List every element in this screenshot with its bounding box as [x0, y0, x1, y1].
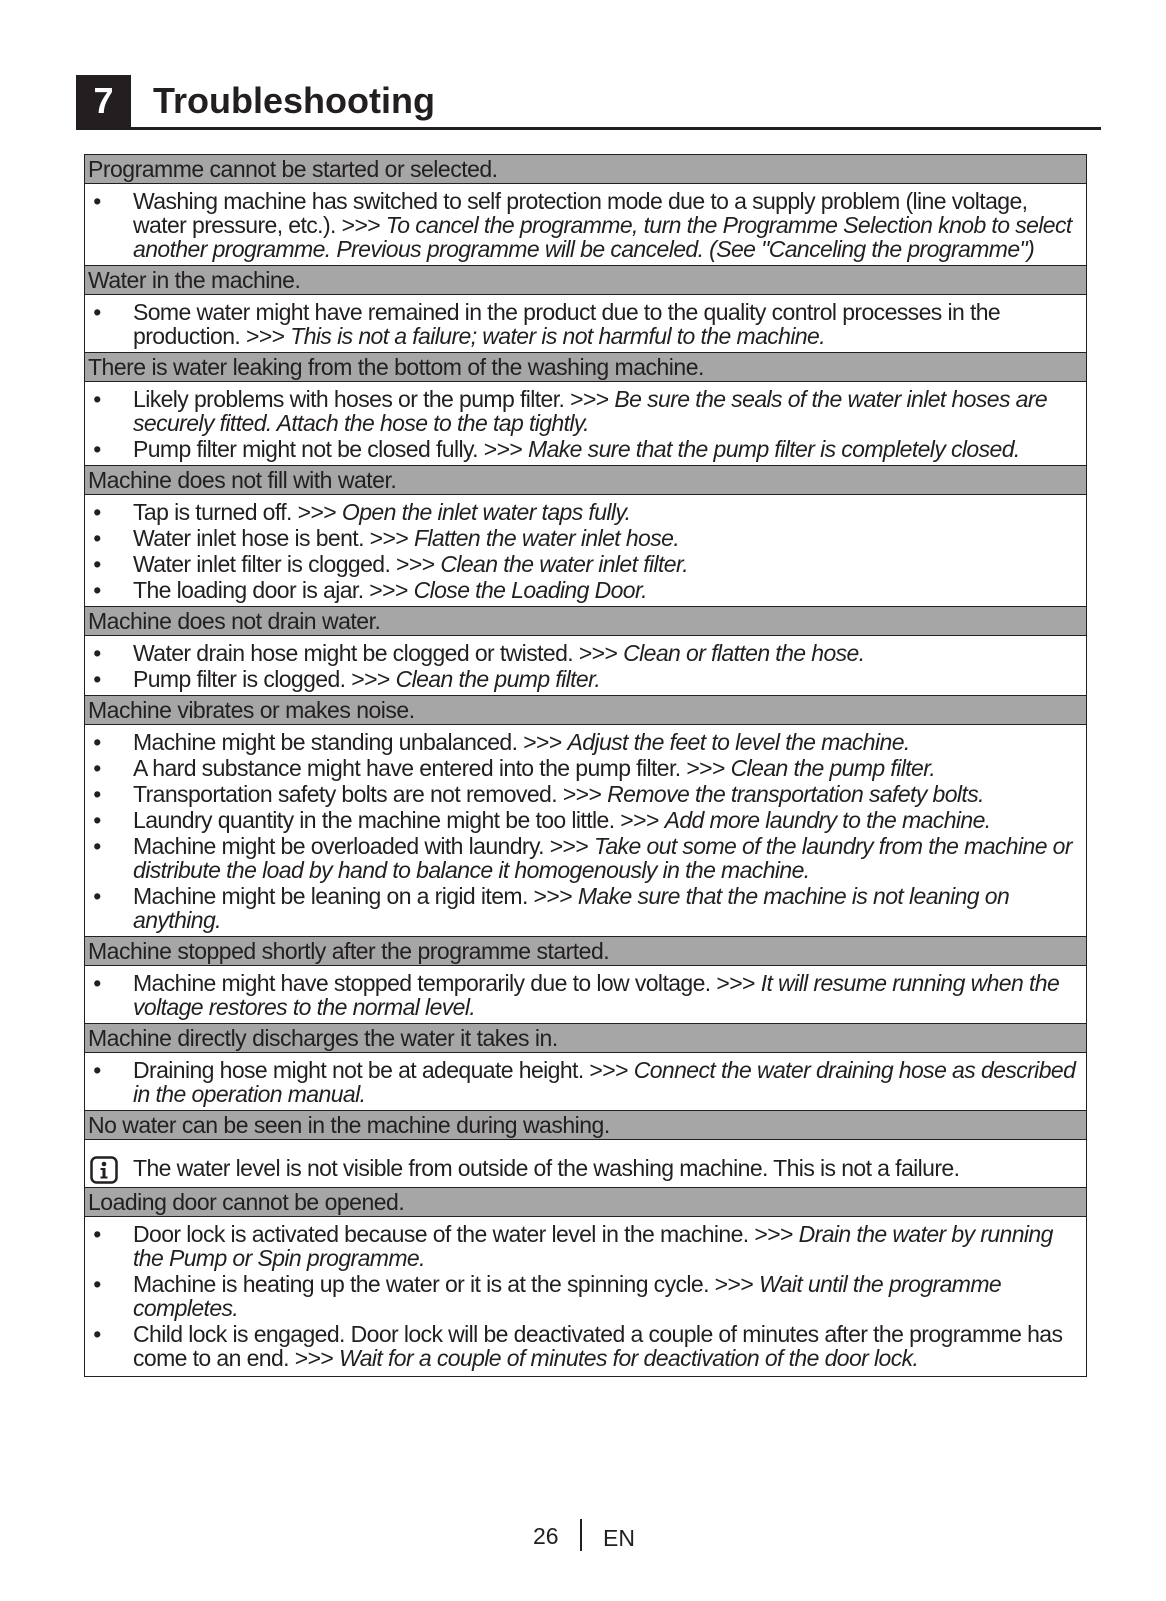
problem-heading: Machine does not fill with water. — [85, 466, 1086, 495]
cause-text: Laundry quantity in the machine might be too little. >>> — [133, 807, 659, 833]
bullet-icon: • — [93, 970, 101, 996]
problem-heading: Water in the machine. — [85, 266, 1086, 295]
cause-text: Transportation safety bolts are not removed. >>> — [133, 781, 602, 807]
problem-heading: No water can be seen in the machine during washing. — [85, 1111, 1086, 1140]
remedy-text: Make sure that the machine is not leaning on anything. — [133, 883, 1010, 933]
bullet-icon: • — [93, 436, 101, 462]
troubleshooting-table — [84, 154, 1087, 1377]
cause-text: Machine is heating up the water or it is at the spinning cycle. >>> — [133, 1271, 754, 1297]
problem-heading: Programme cannot be started or selected. — [85, 155, 1086, 184]
bullet-icon: • — [93, 755, 101, 781]
remedy-text: Open the inlet water taps fully. — [341, 499, 631, 525]
problem-heading: Machine stopped shortly after the programme started. — [85, 937, 1086, 966]
cause-text: Machine might be leaning on a rigid item. >>> — [133, 883, 573, 909]
problem-heading: There is water leaking from the bottom of the washing machine. — [85, 353, 1086, 382]
remedy-text: It will resume running when the voltage restores to the normal level. — [133, 970, 1060, 1020]
solution-item — [85, 884, 1086, 932]
bullet-icon: • — [93, 299, 101, 325]
solution-item — [85, 437, 1086, 461]
remedy-text: Flatten the water inlet hose. — [413, 525, 680, 551]
cause-text: Likely problems with hoses or the pump filter. >>> — [133, 386, 609, 412]
remedy-text: Take out some of the laundry from the machine or distribute the load by hand to balance it homogenously in the machine. — [133, 833, 1072, 883]
remedy-text: Wait for a couple of minutes for deactivation of the door lock. — [339, 1345, 919, 1371]
cause-text: Machine might be overloaded with laundry. >>> — [133, 833, 589, 859]
solution-list — [85, 966, 1086, 1024]
remedy-text: Make sure that the pump filter is completely closed. — [528, 436, 1020, 462]
bullet-icon: • — [93, 499, 101, 525]
cause-text: Child lock is engaged. Door lock will be deactivated a couple of minutes after the programme has come to an end. >>> — [133, 1321, 1063, 1371]
remedy-text: Close the Loading Door. — [413, 577, 647, 603]
cause-text: Pump filter might not be closed fully. >>> — [133, 436, 523, 462]
solution-list — [85, 1053, 1086, 1111]
bullet-icon: • — [93, 577, 101, 603]
remedy-text: To cancel the programme, turn the Programme Selection knob to select another programme. Previous programme will be canceled. (See "Canceling the programme") — [133, 212, 1072, 262]
solution-list — [85, 725, 1086, 937]
remedy-text: Clean the pump filter. — [730, 755, 936, 781]
cause-text: The loading door is ajar. >>> — [133, 577, 408, 603]
problem-heading: Machine vibrates or makes noise. — [85, 696, 1086, 725]
bullet-icon: • — [93, 1221, 101, 1247]
cause-text: Machine might have stopped temporarily due to low voltage. >>> — [133, 970, 755, 996]
solution-item — [85, 808, 1086, 832]
bullet-icon: • — [93, 807, 101, 833]
problem-heading: Machine does not drain water. — [85, 607, 1086, 636]
bullet-icon: • — [93, 833, 101, 859]
solution-item — [85, 641, 1086, 665]
bullet-icon: • — [93, 551, 101, 577]
solution-item — [85, 782, 1086, 806]
info-icon — [90, 1156, 118, 1184]
solution-item — [85, 526, 1086, 550]
solution-item — [85, 834, 1086, 882]
remedy-text: Clean the pump filter. — [395, 666, 601, 692]
page-number: 26 — [533, 1523, 559, 1549]
solution-item — [85, 552, 1086, 576]
remedy-text: Adjust the feet to level the machine. — [567, 729, 910, 755]
cause-text: Draining hose might not be at adequate height. >>> — [133, 1057, 628, 1083]
remedy-text: Drain the water by running the Pump or Spin programme. — [133, 1221, 1053, 1271]
solution-item — [85, 1222, 1086, 1270]
solution-item — [85, 500, 1086, 524]
remedy-text: This is not a failure; water is not harmful to the machine. — [290, 323, 826, 349]
bullet-icon: • — [93, 781, 101, 807]
bullet-icon: • — [93, 666, 101, 692]
chapter-title: Troubleshooting — [153, 80, 435, 121]
solution-list — [85, 495, 1086, 607]
solution-list — [85, 382, 1086, 466]
solution-item — [85, 189, 1086, 261]
cause-text: Pump filter is clogged. >>> — [133, 666, 390, 692]
footer-divider — [580, 1519, 582, 1551]
info-note — [85, 1143, 1086, 1183]
remedy-text: Add more laundry to the machine. — [664, 807, 991, 833]
cause-text: Door lock is activated because of the water level in the machine. >>> — [133, 1221, 793, 1247]
bullet-icon: • — [93, 188, 101, 214]
chapter-number: 7 — [76, 75, 131, 127]
bullet-icon: • — [93, 1057, 101, 1083]
solution-item — [85, 1058, 1086, 1106]
solution-item — [85, 387, 1086, 435]
note-text: The water level is not visible from outside of the washing machine. This is not a failure. — [133, 1155, 960, 1181]
solution-item — [85, 971, 1086, 1019]
cause-text: Washing machine has switched to self protection mode due to a supply problem (line voltage, water pressure, etc.). >>> — [133, 188, 1028, 238]
solution-item — [85, 1272, 1086, 1320]
chapter-header — [76, 75, 1101, 130]
problem-heading: Loading door cannot be opened. — [85, 1188, 1086, 1217]
bullet-icon: • — [93, 1271, 101, 1297]
cause-text: Machine might be standing unbalanced. >>> — [133, 729, 562, 755]
remedy-text: Connect the water draining hose as described in the operation manual. — [133, 1057, 1076, 1107]
language-code: EN — [603, 1525, 635, 1551]
bullet-icon: • — [93, 883, 101, 909]
solution-list — [85, 636, 1086, 696]
solution-list — [85, 1217, 1086, 1376]
cause-text: Water drain hose might be clogged or twisted. >>> — [133, 640, 618, 666]
solution-list — [85, 295, 1086, 353]
cause-text: Water inlet filter is clogged. >>> — [133, 551, 435, 577]
cause-text: Some water might have remained in the product due to the quality control processes in the production. >>> — [133, 299, 1001, 349]
solution-list — [85, 184, 1086, 266]
bullet-icon: • — [93, 1321, 101, 1347]
bullet-icon: • — [93, 640, 101, 666]
remedy-text: Clean or flatten the hose. — [623, 640, 865, 666]
remedy-text: Clean the water inlet filter. — [440, 551, 688, 577]
bullet-icon: • — [93, 525, 101, 551]
cause-text: A hard substance might have entered into the pump filter. >>> — [133, 755, 725, 781]
remedy-text: Wait until the programme completes. — [133, 1271, 1002, 1321]
solution-item — [85, 578, 1086, 602]
cause-text: Water inlet hose is bent. >>> — [133, 525, 409, 551]
bullet-icon: • — [93, 386, 101, 412]
solution-item — [85, 730, 1086, 754]
solution-item — [85, 667, 1086, 691]
remedy-text: Be sure the seals of the water inlet hoses are securely fitted. Attach the hose to the tap tightly. — [133, 386, 1048, 436]
remedy-text: Remove the transportation safety bolts. — [607, 781, 984, 807]
solution-item — [85, 300, 1086, 348]
bullet-icon: • — [93, 729, 101, 755]
page-footer — [0, 1519, 1166, 1553]
solution-list — [85, 1140, 1086, 1188]
solution-item — [85, 1322, 1086, 1370]
cause-text: Tap is turned off. >>> — [133, 499, 337, 525]
problem-heading: Machine directly discharges the water it takes in. — [85, 1024, 1086, 1053]
solution-item — [85, 756, 1086, 780]
